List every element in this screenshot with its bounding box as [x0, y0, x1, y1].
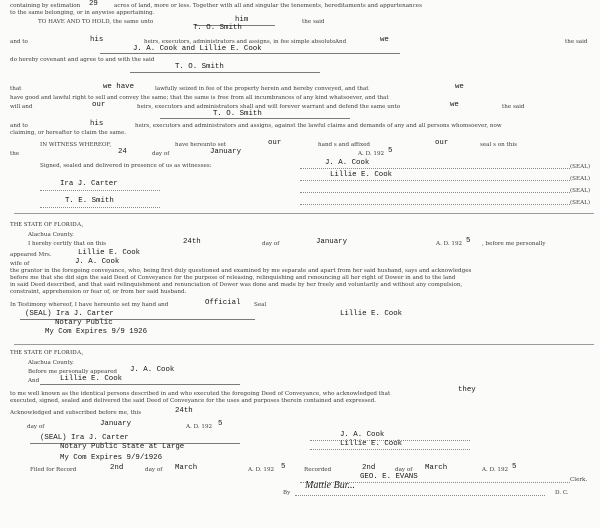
official-word: Official: [205, 299, 241, 307]
recorded-day: 2nd: [362, 464, 376, 472]
seal-4: (SEAL): [570, 200, 591, 206]
underline: [40, 384, 240, 385]
ack1-signature: Lillie E. Cook: [340, 310, 403, 318]
seized-text: lawfully seized in fee of the property herein and hereby conveyed, and that: [155, 86, 369, 92]
ack1-text-2: before me that she did sign the said Deed of Conveyance for the purpose of releasing, relinquishing and renouncing all her right of Dower in and to the land: [10, 275, 456, 281]
acres-text: acres of land, more or less. Together with all and singular the tenements, hereditaments and appurtenances: [114, 3, 422, 9]
notary-1-title: Notary Public: [55, 319, 113, 327]
signature-line: [300, 168, 570, 169]
underline: [100, 53, 400, 54]
clerk-name: GEO. E. EVANS: [360, 473, 418, 481]
filed-year: 5: [281, 463, 286, 471]
we-have: we have: [103, 83, 135, 91]
county-2: Alachua County.: [28, 360, 74, 366]
ack2-month: January: [100, 420, 132, 428]
our-3: our: [435, 139, 449, 147]
hereunto-text: have hereunto set: [175, 142, 227, 148]
said-label-2: the said: [502, 104, 525, 110]
ack2-signature-2: Lillie E. Cook: [340, 440, 403, 448]
seal-word: Seal: [254, 302, 267, 308]
witness-line: [40, 207, 160, 208]
we-3: we: [450, 101, 459, 109]
ack1-day: 24th: [183, 238, 201, 246]
we-1: we: [380, 36, 389, 44]
deed-month: January: [210, 148, 242, 156]
ack2-year: 5: [218, 420, 223, 428]
ack1-text-1: the grantor in the foregoing conveyance, who, being first duly questioned and examined by me separate and apart from her said husband, says and acknowledges: [10, 268, 472, 274]
state-heading-1: THE STATE OF FLORIDA,: [10, 222, 84, 228]
testimony-label: In Testimony whereof, I have hereunto set my hand and: [10, 302, 169, 308]
and-to-2: and to: [10, 123, 28, 129]
appeared-label: appeared Mrs.: [10, 252, 52, 258]
we-2: we: [455, 83, 464, 91]
seal-on-text: seal s on this: [480, 142, 517, 148]
ad-label-2: A. D. 192: [436, 241, 463, 247]
signature-line: [295, 495, 545, 496]
heirs-claims-text: heirs, executors and administrators and assigns, against the lawful claims and demands of any and all persons whomsoever, now: [135, 123, 502, 129]
and-label-1: And: [335, 39, 347, 45]
witness-line: [40, 190, 160, 191]
habendum-label: TO HAVE AND TO HOLD, the same unto: [38, 19, 154, 25]
ad-label-3: A. D. 192: [186, 424, 213, 430]
ack1-text-3: in said Deed described, and that said relinquishment and renunciation of Dower was done and made by her freely and voluntarily and without any compulsion,: [10, 282, 463, 288]
dc-label: D. C.: [555, 490, 569, 496]
grantors-1: J. A. Cook and Lillie E. Cook: [133, 45, 262, 53]
witness-1: Ira J. Carter: [60, 180, 118, 188]
section-divider: [14, 213, 594, 214]
claiming-line: claiming, or hereafter to claim the same.: [10, 130, 127, 136]
said-label-1: the said: [565, 39, 588, 45]
warrant-party: T. O. Smith: [213, 110, 262, 118]
notary-1-commission: My Com Expires 9/9 1926: [45, 328, 148, 336]
acreage: 29: [89, 0, 98, 8]
and-to-1: and to: [10, 39, 28, 45]
day-of-label: day of: [152, 151, 170, 157]
state-heading-2: THE STATE OF FLORIDA,: [10, 350, 84, 356]
section-divider: [14, 344, 594, 345]
signature-line: [310, 449, 470, 450]
grantee-1: T. O. Smith: [193, 24, 242, 32]
our-2: our: [268, 139, 282, 147]
habendum-party: him: [235, 16, 249, 24]
recorded-month: March: [425, 464, 448, 472]
ack2-party-1: J. A. Cook: [130, 366, 175, 374]
seal-2: (SEAL): [570, 176, 591, 182]
acknowledged-label: Acknowledged and subscribed before me, this: [10, 410, 142, 416]
day-of-label-5: day of: [395, 467, 413, 473]
ack2-party-2: Lillie E. Cook: [60, 375, 123, 383]
ack1-year: 5: [466, 237, 471, 245]
covenant-party: T. O. Smith: [175, 63, 224, 71]
they-word: they: [458, 386, 476, 394]
our-1: our: [92, 101, 106, 109]
witness-label: IN WITNESS WHEREOF,: [40, 142, 112, 148]
day-of-label-3: day of: [27, 424, 45, 430]
underline: [160, 118, 350, 119]
recorded-year: 5: [512, 463, 517, 471]
ad-label: A. D. 192: [358, 151, 385, 157]
containing-label: containing by estimation: [10, 3, 81, 9]
covenant-line: do hereby covenant and agree to and with the said: [10, 57, 155, 63]
and-label-2: And: [28, 378, 40, 384]
signed-label: Signed, sealed and delivered in presence of us as witnesses:: [40, 163, 212, 169]
warrant-text: heirs, executors and administrators shall and will forever warrant and defend the same unto: [137, 104, 401, 110]
signature-ja-cook: J. A. Cook: [325, 159, 370, 167]
deputy-signature: Mattie Bur...: [305, 480, 355, 491]
ack1-text-4: constraint, apprehension or fear of, or from her said husband.: [10, 289, 187, 295]
ack2-signature-1: J. A. Cook: [340, 431, 385, 439]
underline: [130, 72, 320, 73]
heirs-text-1: heirs, executors, administrators and assigns, in fee simple absolute.: [144, 39, 338, 45]
wife-name: Lillie E. Cook: [78, 249, 141, 257]
before-me-label: Before me personally appeared: [28, 369, 117, 375]
signature-line: [300, 204, 570, 205]
filed-day: 2nd: [110, 464, 124, 472]
notary-2-title: Notary Public State at Large: [60, 443, 185, 451]
wife-of-label: wife of: [10, 261, 30, 267]
appertaining-line: to the same belonging, or in anywise appertaining.: [10, 10, 155, 16]
filed-month: March: [175, 464, 198, 472]
notary-1-name: (SEAL) Ira J. Carter: [25, 310, 114, 318]
recorded-label: Recorded: [304, 467, 332, 473]
notary-2-commission: My Com Expires 9/9/1926: [60, 454, 163, 462]
signature-lillie-cook: Lillie E. Cook: [330, 171, 393, 179]
personally-label: , before me personally: [482, 241, 546, 247]
the-label: the: [10, 151, 20, 157]
county-1: Alachua County.: [28, 232, 74, 238]
certify-label: I hereby certify that on this: [28, 241, 107, 247]
clerk-label: Clerk.: [570, 477, 588, 483]
signature-line: [300, 192, 570, 193]
that-label: that: [10, 86, 22, 92]
ad-label-5: A. D. 192: [482, 467, 509, 473]
his-2: his: [90, 120, 104, 128]
ad-label-4: A. D. 192: [248, 467, 275, 473]
ack2-day: 24th: [175, 407, 193, 415]
signature-line: [300, 180, 570, 181]
ack2-text-2: executed, signed, sealed and delivered the said Deed of Conveyance for the uses and purposes therein contained and expressed.: [10, 398, 377, 404]
will-and-label: will and: [10, 104, 33, 110]
ack2-text-1: to me well known as the identical persons described in and who executed the foregoing Deed of Conveyance, who acknowledged that: [10, 391, 391, 397]
seal-3: (SEAL): [570, 188, 591, 194]
hand-text: hand s and affixed: [318, 142, 370, 148]
filed-label: Filed for Record: [30, 467, 77, 473]
husband-name: J. A. Cook: [75, 258, 120, 266]
day-of-label-2: day of: [262, 241, 280, 247]
lawful-right-text: have good and lawful right to sell and convey the same; that the same is free from all incumbrances of any kind whatsoever, and that: [10, 95, 389, 101]
day-of-label-4: day of: [145, 467, 163, 473]
deed-year: 5: [388, 147, 393, 155]
his-1: his: [90, 36, 104, 44]
said-label: the said: [302, 19, 325, 25]
notary-2-name: (SEAL) Ira J. Carter: [40, 434, 129, 442]
ack1-month: January: [316, 238, 348, 246]
witness-2: T. E. Smith: [65, 197, 114, 205]
by-label: By: [283, 490, 291, 496]
deed-day: 24: [118, 148, 127, 156]
seal-1: (SEAL): [570, 164, 591, 170]
